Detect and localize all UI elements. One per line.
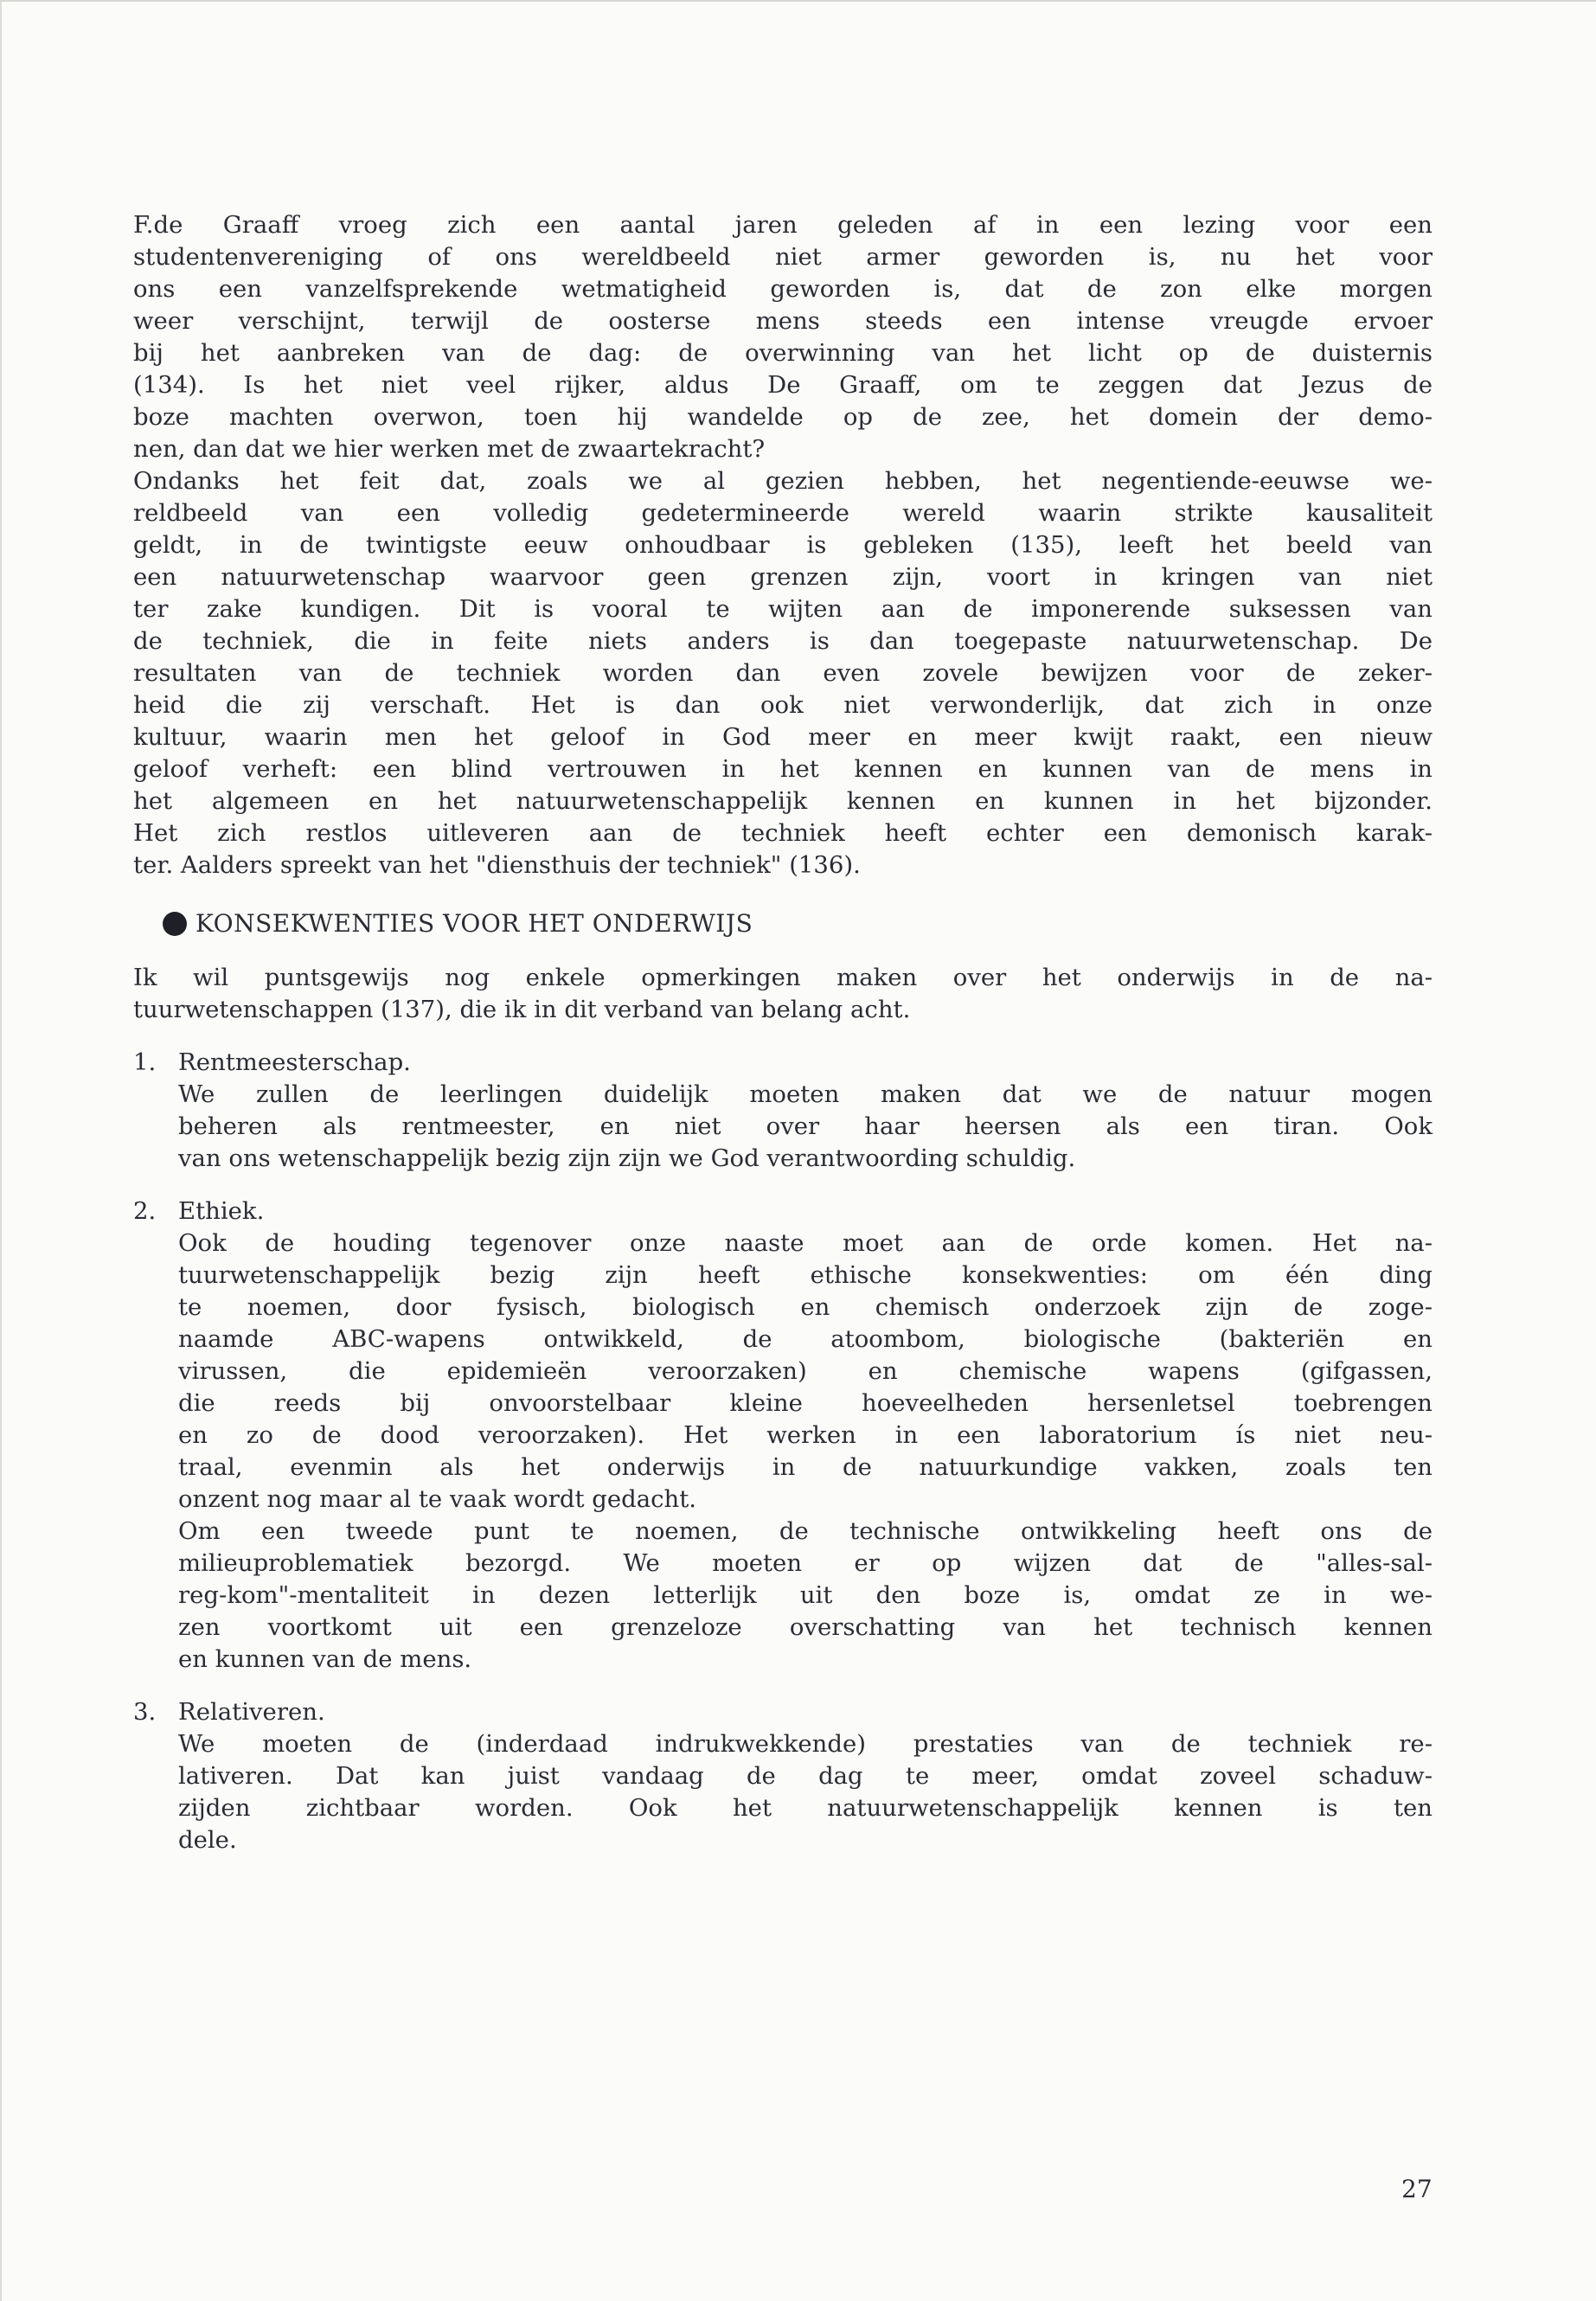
list-item-title-row [133,1195,1433,1227]
paragraph-de-graaff [133,209,1433,465]
text-line: de techniek, die in feite niets anders is dan toegepaste natuurwetenschap. De [133,627,1433,655]
list-item-title-row [133,1696,1433,1728]
text-line: zijden zichtbaar worden. Ook het natuurwetenschappelijk kennen is ten [178,1794,1433,1822]
text-line: F.de Graaff vroeg zich een aantal jaren geleden af in een lezing voor een [133,211,1433,239]
text-line: dele. [178,1826,237,1854]
text-line: milieuproblematiek bezorgd. We moeten er op wijzen dat de "alles-sal- [178,1549,1433,1577]
text-line: weer verschijnt, terwijl de oosterse mens steeds een intense vreugde ervoer [133,307,1433,335]
text-line: Om een tweede punt te noemen, de technische ontwikkeling heeft ons de [178,1517,1433,1545]
text-line: te noemen, door fysisch, biologisch en chemisch onderzoek zijn de zoge- [178,1293,1433,1321]
page-content [133,209,1433,1856]
text-line: tuurwetenschappelijk bezig zijn heeft ethische konsekwenties: om één ding [178,1261,1433,1289]
section-heading-text: KONSEKWENTIES VOOR HET ONDERWIJS [195,909,753,938]
text-line: Het zich restlos uitleveren aan de techniek heeft echter een demonisch karak- [133,819,1433,847]
text-line: traal, evenmin als het onderwijs in de natuurkundige vakken, zoals ten [178,1453,1433,1481]
list-item-title: Rentmeesterschap. [178,1048,411,1076]
text-line: Ik wil puntsgewijs nog enkele opmerkingen maken over het onderwijs in de na- [133,964,1433,991]
text-line: virussen, die epidemieën veroorzaken) en chemische wapens (gifgassen, [178,1357,1433,1385]
page-number: 27 [1401,2175,1433,2203]
text-line: reldbeeld van een volledig gedetermineerde wereld waarin strikte kausaliteit [133,499,1433,527]
text-line: reg-kom"-mentaliteit in dezen letterlijk uit den boze is, omdat ze in we- [178,1581,1433,1609]
text-line: naamde ABC-wapens ontwikkeld, de atoombom, biologische (bakteriën en [178,1325,1433,1353]
numbered-list [133,1047,1433,1856]
list-item-title: Ethiek. [178,1197,265,1225]
text-line: Ondanks het feit dat, zoals we al gezien hebben, het negentiende-eeuwse we- [133,467,1433,495]
text-line: kultuur, waarin men het geloof in God meer en meer kwijt raakt, een nieuw [133,723,1433,751]
bullet-dot-icon [163,912,187,936]
text-line: heid die zij verschaft. Het is dan ook niet verwonderlijk, dat zich in onze [133,691,1433,719]
list-item-body [133,1728,1433,1856]
list-item [133,1195,1433,1676]
text-line: beheren als rentmeester, en niet over haar heersen als een tiran. Ook [178,1112,1433,1140]
text-line: We moeten de (inderdaad indrukwekkende) prestaties van de techniek re- [178,1730,1433,1758]
text-line: en zo de dood veroorzaken). Het werken in een laboratorium ís niet neu- [178,1421,1433,1449]
list-item [133,1696,1433,1856]
intro-paragraph [133,962,1433,1026]
list-item-body [133,1227,1433,1676]
text-line: Ook de houding tegenover onze naaste moet aan de orde komen. Het na- [178,1229,1433,1257]
text-line: resultaten van de techniek worden dan even zovele bewijzen voor de zeker- [133,659,1433,687]
text-line: lativeren. Dat kan juist vandaag de dag te meer, omdat zoveel schaduw- [178,1762,1433,1790]
text-line: nen, dan dat we hier werken met de zwaartekracht? [133,435,766,463]
text-line: een natuurwetenschap waarvoor geen grenzen zijn, voort in kringen van niet [133,563,1433,591]
list-item-title-row [133,1047,1433,1079]
text-line: zen voortkomt uit een grenzeloze overschatting van het technisch kennen [178,1613,1433,1641]
text-line: bij het aanbreken van de dag: de overwinning van het licht op de duisternis [133,339,1433,367]
text-line: (134). Is het niet veel rijker, aldus De Graaff, om te zeggen dat Jezus de [133,371,1433,399]
text-line: geldt, in de twintigste eeuw onhoudbaar is gebleken (135), leeft het beeld van [133,531,1433,559]
text-line: studentenvereniging of ons wereldbeeld niet armer geworden is, nu het voor [133,243,1433,271]
list-item-number: 3. [133,1698,157,1726]
text-line: ter. Aalders spreekt van het "diensthuis der techniek" (136). [133,851,861,879]
text-line: tuurwetenschappen (137), die ik in dit verband van belang acht. [133,996,911,1023]
list-item-title: Relativeren. [178,1698,325,1726]
text-line: en kunnen van de mens. [178,1645,472,1673]
text-line: die reeds bij onvoorstelbaar kleine hoeveelheden hersenletsel toebrengen [178,1389,1433,1417]
list-item [133,1047,1433,1175]
text-line: van ons wetenschappelijk bezig zijn zijn we God verantwoording schuldig. [178,1144,1076,1172]
text-line: het algemeen en het natuurwetenschappelijk kennen en kunnen in het bijzonder. [133,787,1433,815]
text-line: onzent nog maar al te vaak wordt gedacht. [178,1485,697,1513]
section-heading [133,907,1433,939]
list-item-number: 2. [133,1197,157,1225]
text-line: boze machten overwon, toen hij wandelde op de zee, het domein der demo- [133,403,1433,431]
text-line: ons een vanzelfsprekende wetmatigheid geworden is, dat de zon elke morgen [133,275,1433,303]
list-item-number: 1. [133,1048,157,1076]
text-line: geloof verheft: een blind vertrouwen in het kennen en kunnen van de mens in [133,755,1433,783]
paragraph-wereldbeeld [133,465,1433,881]
list-item-body [133,1079,1433,1175]
text-line: ter zake kundigen. Dit is vooral te wijten aan de imponerende suksessen van [133,595,1433,623]
text-line: We zullen de leerlingen duidelijk moeten maken dat we de natuur mogen [178,1080,1433,1108]
